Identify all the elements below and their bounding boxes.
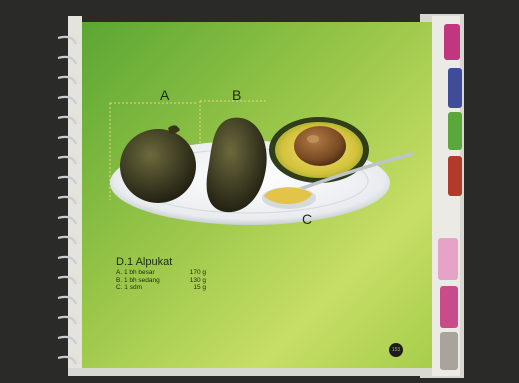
avocado-half bbox=[269, 117, 369, 183]
item-qty: 170 g bbox=[189, 269, 206, 276]
caption-title: D.1 Alpukat bbox=[116, 256, 173, 268]
pink-tab bbox=[438, 238, 458, 280]
label-a: A bbox=[160, 87, 170, 103]
label-c: C bbox=[302, 211, 313, 227]
item-name: A. 1 bh besar bbox=[116, 269, 155, 276]
label-b: B bbox=[232, 87, 242, 103]
magenta-tab bbox=[444, 24, 460, 60]
red-tab bbox=[448, 156, 462, 196]
item-name: C. 1 sdm bbox=[116, 284, 143, 291]
grey-tab bbox=[440, 332, 458, 370]
food-caption bbox=[116, 256, 266, 292]
blue-tab bbox=[448, 68, 462, 108]
item-name: B. 1 bh sedang bbox=[116, 276, 160, 284]
item-qty: 130 g bbox=[189, 276, 206, 284]
caption-row bbox=[116, 269, 266, 277]
page-number: 153 bbox=[389, 343, 403, 357]
caption-row bbox=[116, 284, 266, 292]
caption-row bbox=[116, 277, 266, 285]
pink-tab bbox=[440, 286, 458, 328]
green-tab bbox=[448, 112, 462, 150]
item-qty: 15 g bbox=[193, 284, 206, 291]
